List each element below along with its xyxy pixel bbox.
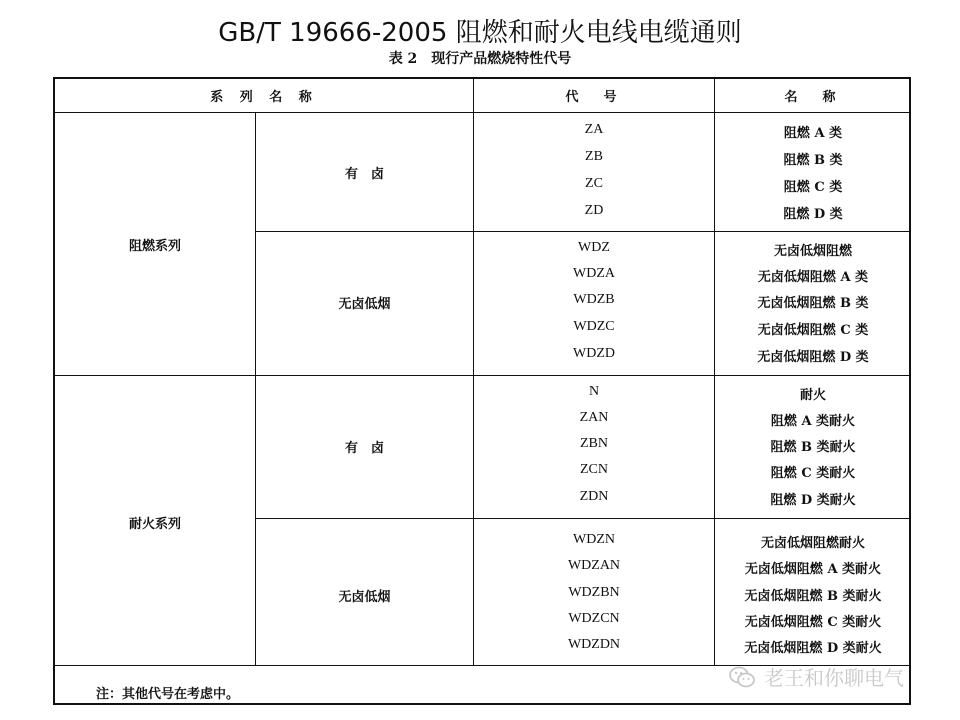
- name-cell: 无卤低烟阻燃 A 类: [757, 270, 869, 285]
- name-cell: 无卤低烟阻燃耐火: [760, 536, 865, 551]
- code-cell: ZD: [584, 203, 604, 218]
- code-cell: WDZD: [573, 346, 615, 361]
- header-divider: [53, 112, 911, 113]
- name-cell: 阻燃 B 类耐火: [770, 440, 856, 455]
- series-fire-resistant: 耐火系列: [128, 517, 181, 532]
- wechat-icon: [728, 665, 756, 689]
- page-title: GB/T 19666-2005 阻燃和耐火电线电缆通则: [218, 18, 742, 48]
- code-cell: ZDN: [579, 489, 609, 504]
- code-cell: WDZDN: [567, 637, 621, 652]
- code-cell: WDZCN: [568, 611, 620, 626]
- name-cell: 无卤低烟阻燃 B 类耐火: [744, 589, 882, 604]
- name-cell: 阻燃 D 类: [783, 207, 843, 222]
- code-cell: ZB: [585, 149, 603, 164]
- name-cell: 无卤低烟阻燃 B 类: [757, 296, 869, 311]
- halogen-free-label: 无卤低烟: [338, 297, 391, 312]
- series-column-divider: [255, 112, 256, 665]
- code-cell: WDZBN: [568, 585, 620, 600]
- header-name: 名 称: [784, 90, 842, 105]
- name-cell: 阻燃 B 类: [783, 153, 843, 168]
- code-cell: ZCN: [580, 462, 608, 477]
- code-cell: WDZAN: [567, 558, 621, 573]
- code-cell: WDZC: [573, 319, 615, 334]
- name-cell: 无卤低烟阻燃 D 类耐火: [744, 641, 882, 656]
- name-cell: 阻燃 A 类: [783, 126, 843, 141]
- code-cell: N: [588, 384, 600, 399]
- header-code: 代 号: [565, 90, 623, 105]
- subgroup-divider-2: [255, 518, 911, 519]
- name-cell: 耐火: [799, 388, 826, 403]
- group-divider: [53, 375, 911, 376]
- code-cell: WDZ: [578, 240, 610, 255]
- series-flame-retardant: 阻燃系列: [128, 239, 181, 254]
- watermark: [728, 662, 904, 691]
- name-cell: 无卤低烟阻燃 A 类耐火: [744, 562, 882, 577]
- code-cell: WDZN: [573, 532, 615, 547]
- code-cell: ZA: [584, 122, 604, 137]
- table-note: 注：其他代号在考虑中。: [96, 687, 240, 702]
- halogen-label: 有 卤: [344, 441, 384, 456]
- code-cell: WDZA: [573, 266, 615, 281]
- halogen-free-label: 无卤低烟: [338, 590, 391, 605]
- table-caption: 表 2 现行产品燃烧特性代号: [388, 51, 572, 67]
- header-series-name: 系 列 名 称: [210, 90, 318, 105]
- code-cell: ZC: [585, 176, 603, 191]
- code-cell: WDZB: [573, 292, 615, 307]
- name-cell: 阻燃 C 类: [783, 180, 843, 195]
- subgroup-divider-1: [255, 231, 911, 232]
- name-cell: 无卤低烟阻燃 D 类: [757, 350, 869, 365]
- name-cell: 无卤低烟阻燃: [773, 244, 852, 259]
- halogen-label: 有 卤: [344, 167, 384, 182]
- code-cell: ZAN: [579, 410, 609, 425]
- name-cell: 无卤低烟阻燃 C 类: [757, 323, 869, 338]
- watermark-text: 老王和你聊电气: [764, 666, 904, 690]
- code-cell: ZBN: [580, 436, 608, 451]
- name-cell: 阻燃 C 类耐火: [770, 466, 856, 481]
- code-column-divider: [473, 77, 474, 665]
- name-cell: 阻燃 D 类耐火: [770, 493, 856, 508]
- name-cell: 无卤低烟阻燃 C 类耐火: [744, 615, 882, 630]
- name-cell: 阻燃 A 类耐火: [770, 414, 856, 429]
